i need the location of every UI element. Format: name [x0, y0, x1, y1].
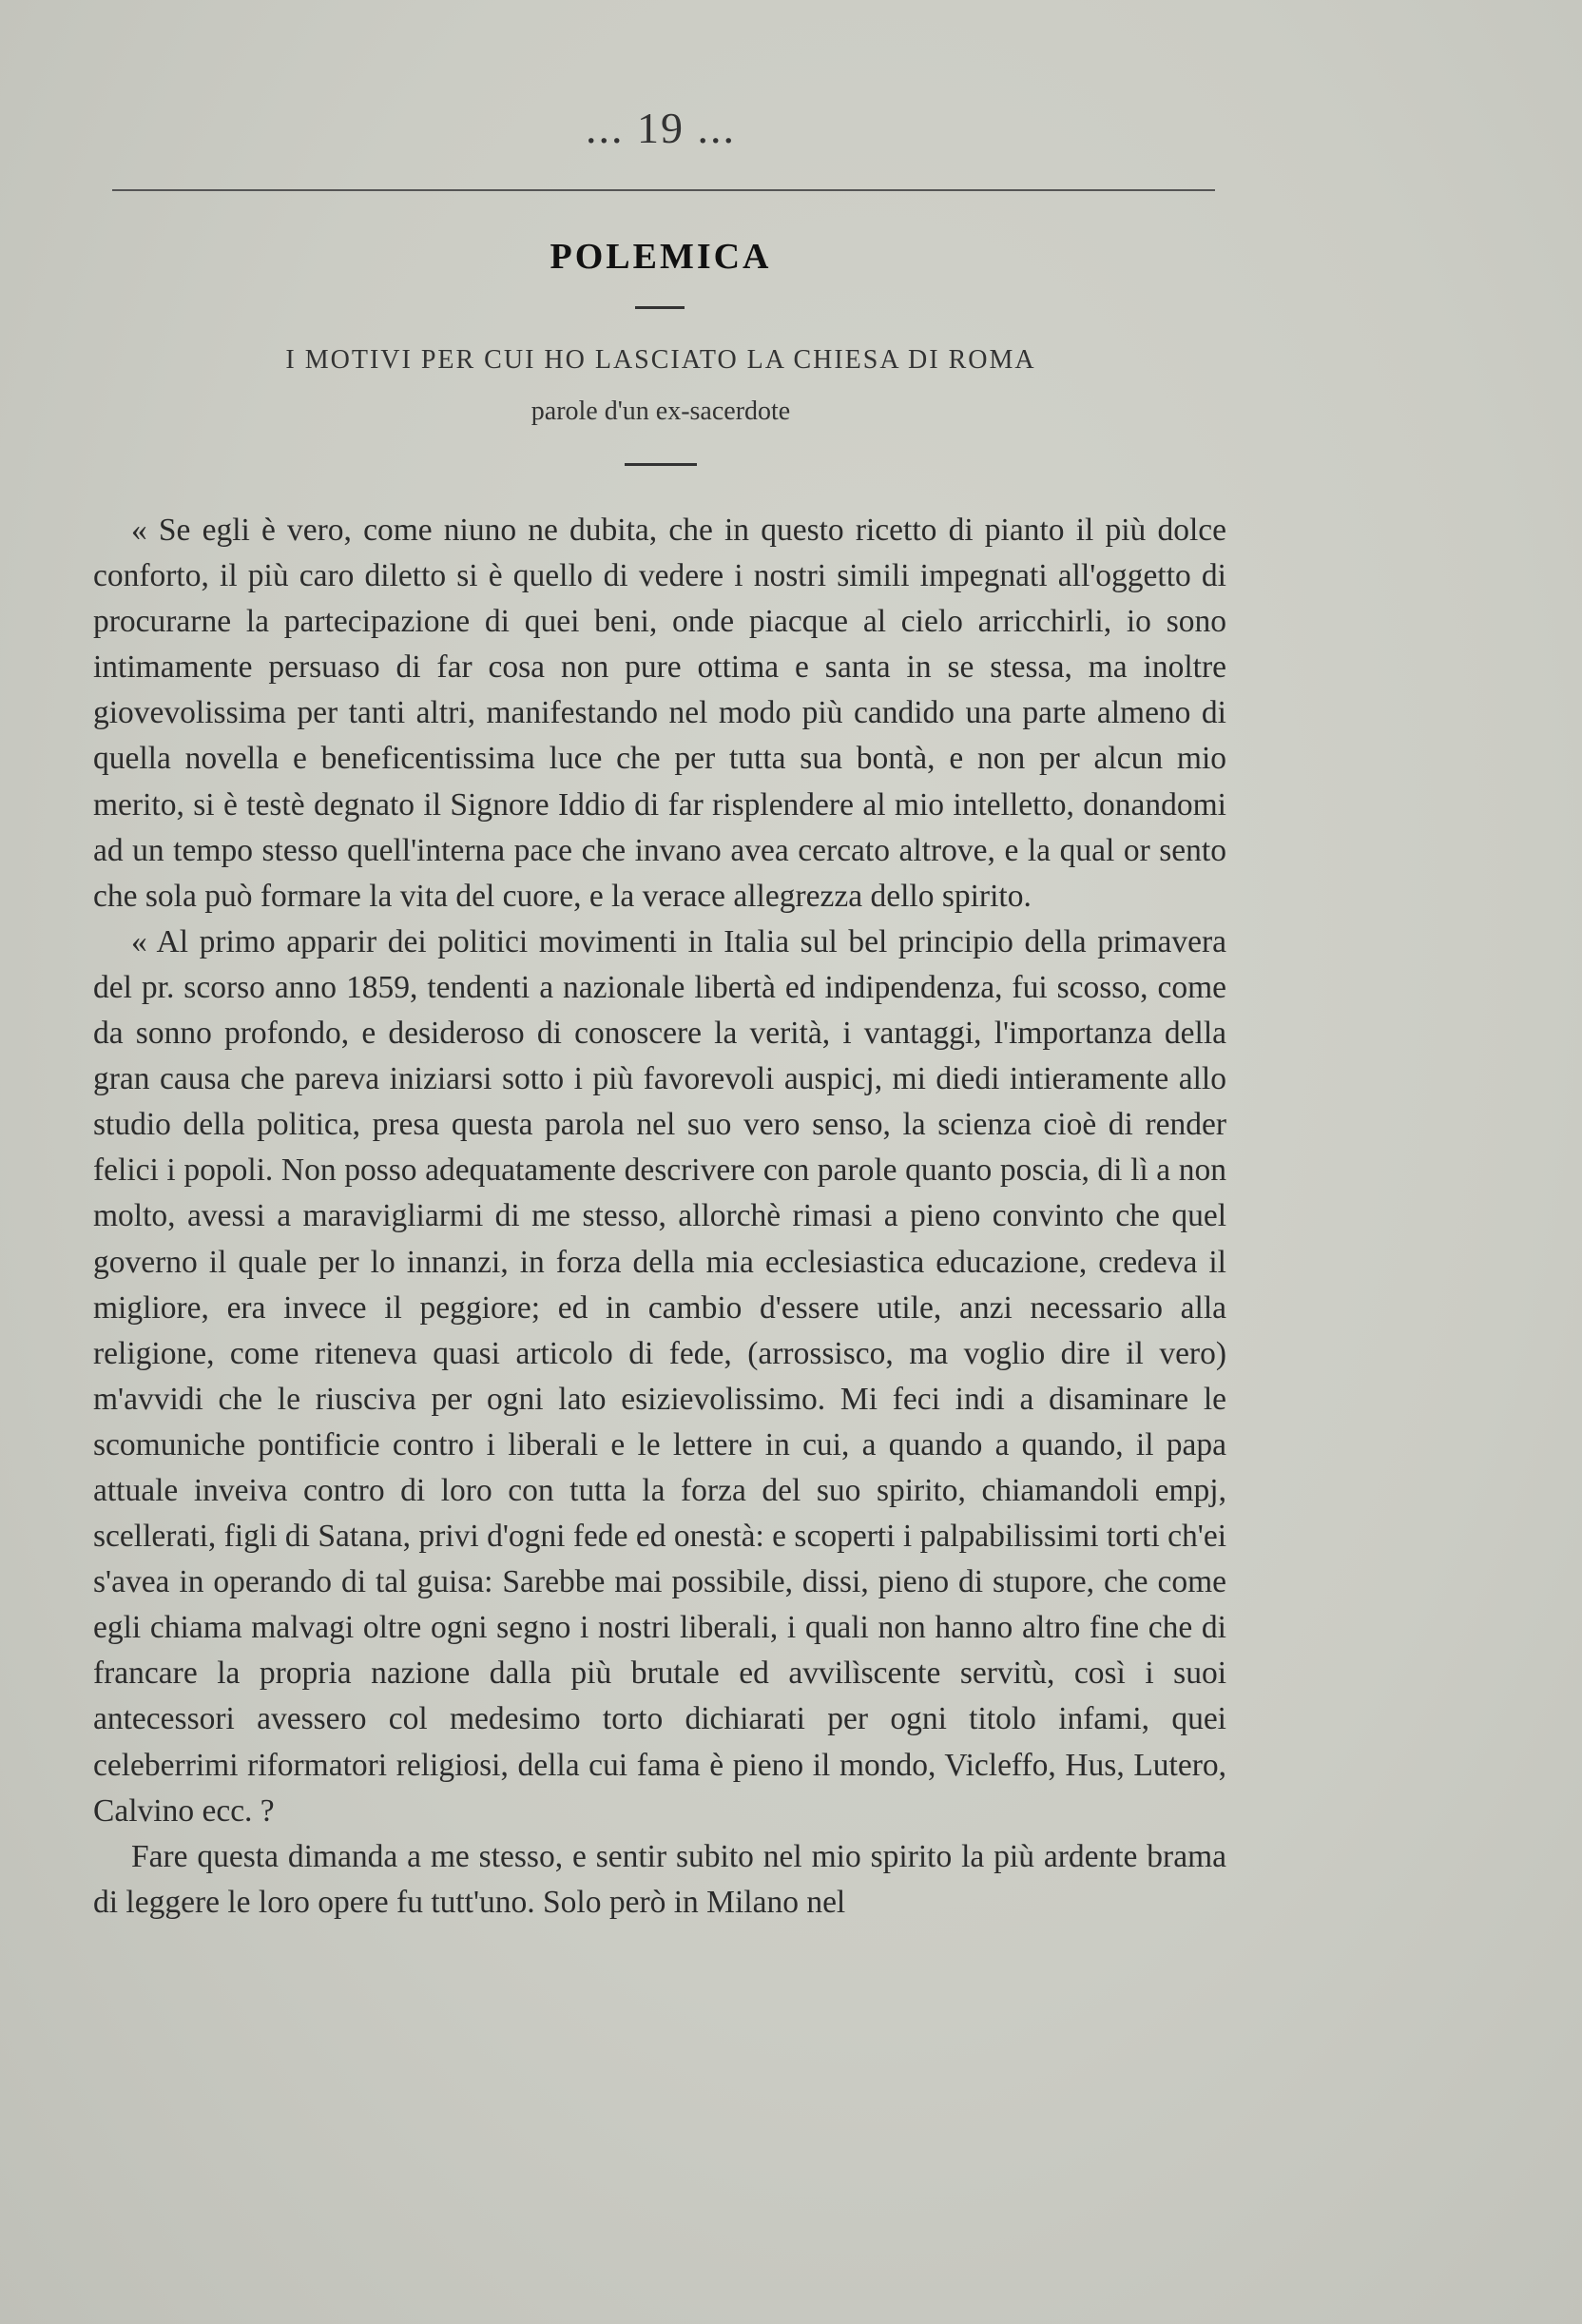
title-divider — [635, 306, 685, 309]
article-byline: parole d'un ex-sacerdote — [531, 397, 791, 426]
page-number: ... 19 ... — [586, 104, 736, 152]
byline-divider — [625, 463, 697, 466]
paragraph: « Se egli è vero, come niuno ne dubita, che in questo ricetto di pianto il più dolce conforto, il più caro diletto si è quello di vedere i nostri simili impegnati all'oggetto di procurarne la partecipazione di quei beni, onde piacque al cielo arricchirli, io sono intimamente persuaso di far cosa non pure ottima e santa in se stessa, ma inoltre giovevolissima per tanti altri, manifestando nel modo più candido una parte almeno di quella novella e beneficentissima luce che per tutta sua bontà, e non per alcun mio merito, si è testè degnato il Signore Iddio di far risplendere al mio intelletto, donandomi ad un tempo stesso quell'interna pace che invano avea cercato altrove, e la qual or sento che sola può formare la vita del cuore, e la verace allegrezza dello spirito. — [93, 513, 1226, 914]
header-rule — [112, 189, 1215, 191]
paragraph: Fare questa dimanda a me stesso, e sentir subito nel mio spirito la più ardente brama di leggere le loro opere fu tutt'uno. Solo però in Milano nel — [93, 1838, 1226, 1920]
article-body — [93, 508, 1226, 1926]
section-title: POLEMICA — [550, 237, 772, 277]
paragraph: « Al primo apparir dei politici movimenti in Italia sul bel principio della primavera del pr. scorso anno 1859, tendenti a nazionale libertà ed indipendenza, fui scosso, come da sonno profondo, e desideroso di conoscere la verità, i vantaggi, l'importanza della gran causa che pareva iniziarsi sotto i più favorevoli auspicj, mi diedi intieramente allo studio della politica, presa questa parola nel suo vero senso, la scienza cioè di render felici i popoli. Non posso adequatamente descrivere con parole quanto poscia, di lì a non molto, avessi a maravigliarmi di me stesso, allorchè rimasi a pieno convinto che quel governo il quale per lo innanzi, in forza della mia ecclesiastica educazione, credeva il migliore, era invece il peggiore; ed in cambio d'essere utile, anzi necessario alla religione, come riteneva quasi articolo di fede, (arrossisco, ma voglio dire il vero) m'avvidi che le riusciva per ogni lato esizievolissimo. Mi feci indi a disaminare le scomuniche pontificie contro i liberali e le lettere in cui, a quando a quando, il papa attuale inveiva contro di loro con tutta la forza del suo spirito, chiamandoli empj, scellerati, figli di Satana, privi d'ogni fede ed onestà: e scoperti i palpabilissimi torti ch'ei s'avea in operando di tal guisa: Sarebbe mai possibile, dissi, pieno di stupore, che come egli chiama malvagi oltre ogni segno i nostri liberali, i quali non hanno altro fine che di francare la propria nazione dalla più brutale ed avvilìscente servitù, così i suoi antecessori avessero col medesimo torto dichiarati per ogni titolo infami, quei celeberrimi riformatori religiosi, della cui fama è pieno il mondo, Vicleffo, Hus, Lutero, Calvino ecc. ? — [93, 923, 1226, 1829]
article-title: I MOTIVI PER CUI HO LASCIATO LA CHIESA DI ROMA — [285, 345, 1036, 375]
